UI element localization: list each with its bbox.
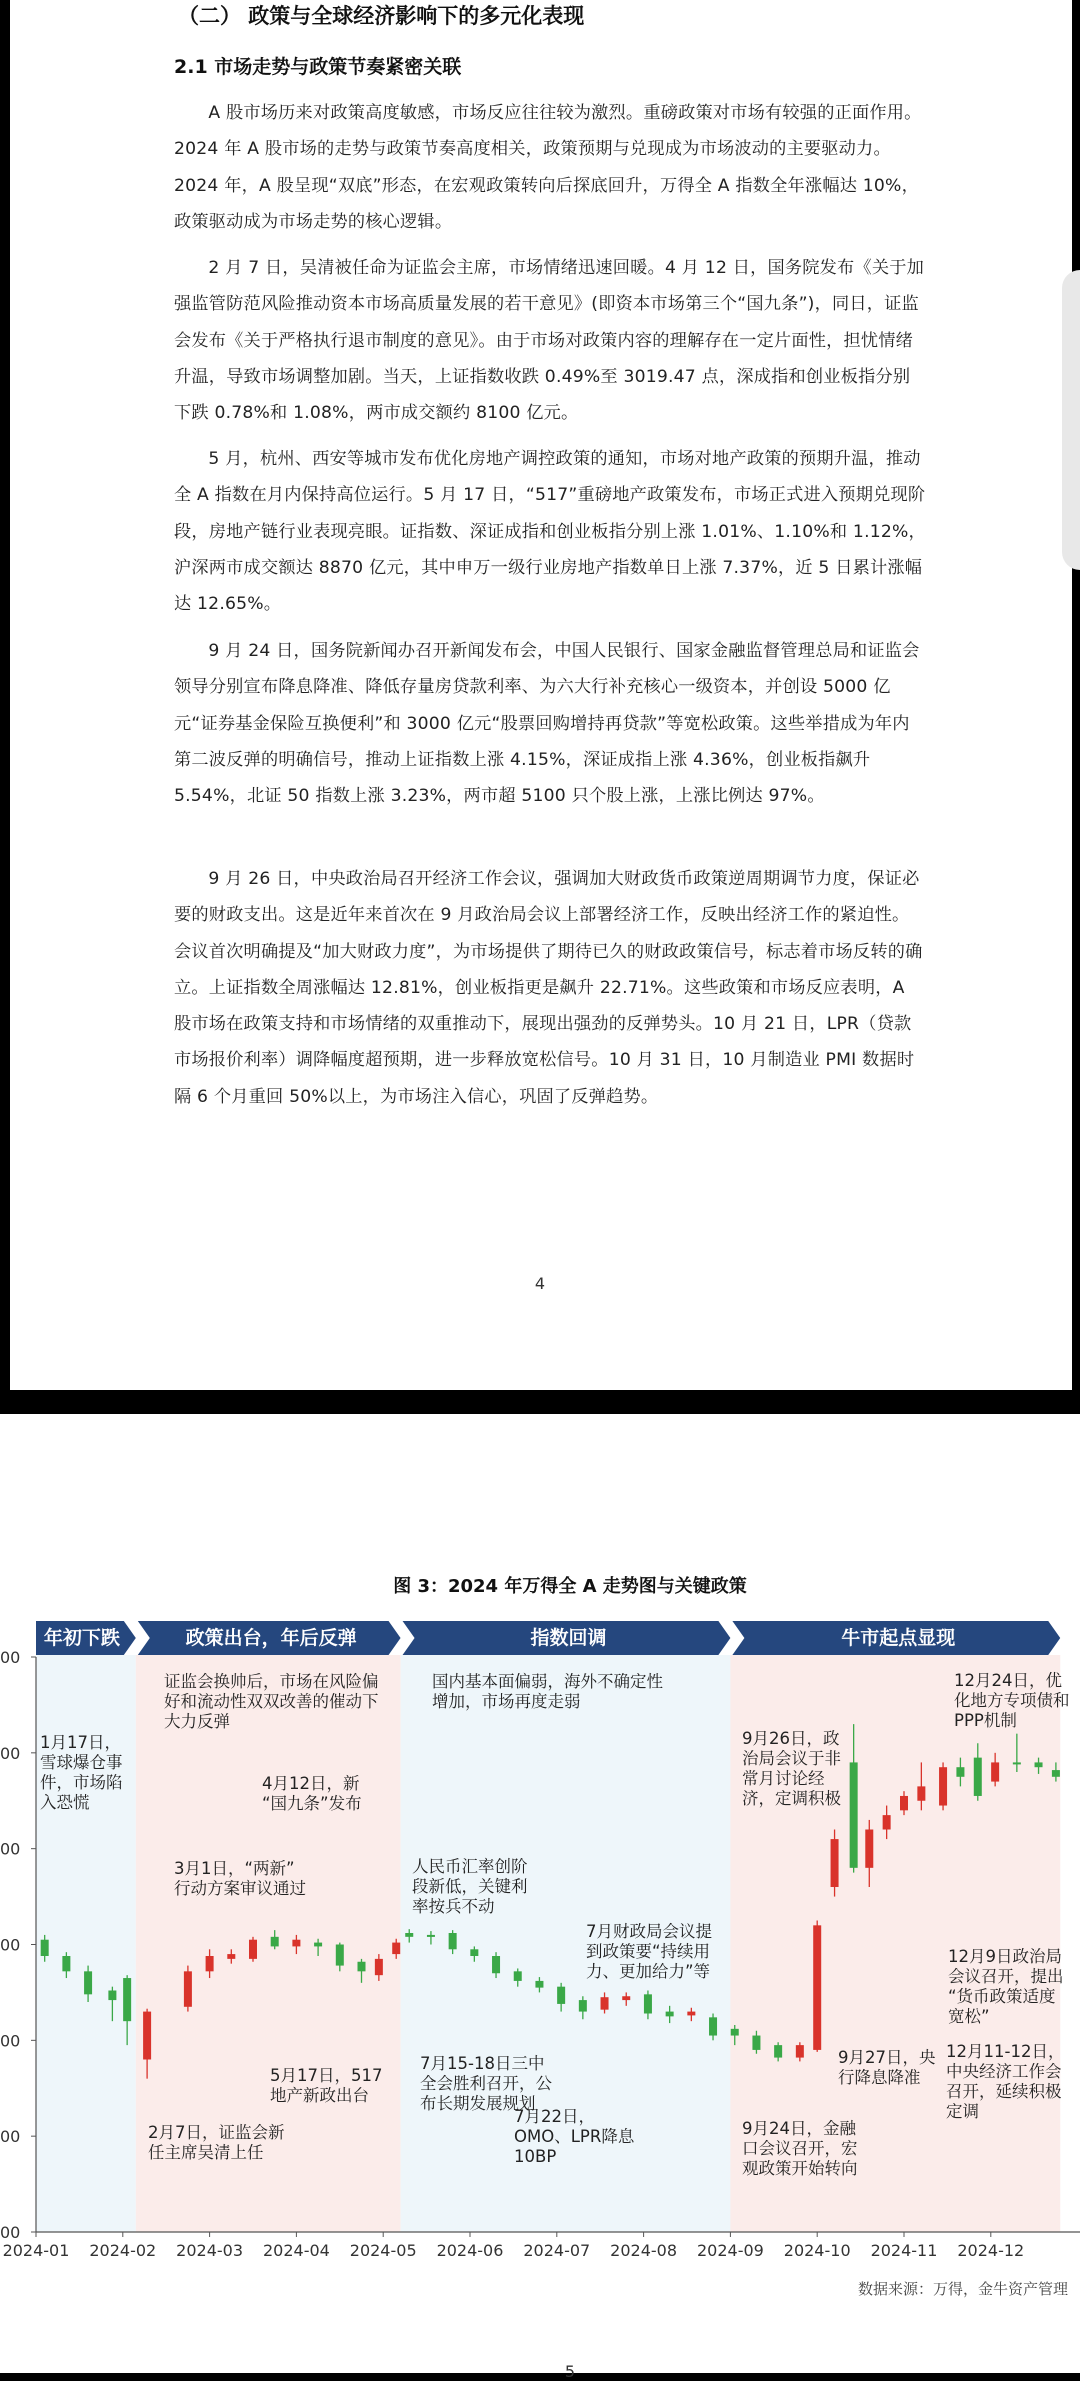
chart-annotation: 7月22日， OMO、LPR降息 10BP (514, 2107, 635, 2166)
candle-body (143, 2012, 151, 2060)
y-tick-label: 00 (0, 2127, 21, 2147)
x-tick-label: 2024-03 (176, 2241, 244, 2260)
candle-body (108, 1991, 116, 2001)
candle-body (470, 1949, 478, 1956)
y-tick-label: 00 (0, 1743, 21, 1763)
chart-annotation: 9月27日，央行降息降准 (838, 2048, 936, 2087)
candle-body (709, 2017, 717, 2035)
candle-body (336, 1945, 344, 1966)
candle-body (492, 1956, 500, 1973)
candle-body (1052, 1770, 1060, 1777)
paragraph-1: A 股市场历来对政策高度敏感，市场反应往往较为激烈。重磅政策对市场有较强的正面作用。2024 年 A 股市场的走势与政策节奏高度相关，政策预期与兑现成为市场波动的主要驱动力。2024 年，A 股呈现“双底”形态，在宏观政策转向后探底回升，万得全 A 指数全年涨幅达 10%，政策驱动成为市场走势的核心逻辑。 (174, 103, 922, 232)
candle-body (62, 1956, 70, 1971)
candle-body (850, 1762, 858, 1867)
x-tick-label: 2024-04 (262, 2241, 330, 2260)
candle-body (813, 1925, 821, 2050)
x-tick-label: 2024-02 (89, 2241, 157, 2260)
chart-annotation: 国内基本面偏弱，海外不确定性增加，市场再度走弱 (432, 1672, 663, 1711)
candle-body (1035, 1762, 1043, 1767)
subsection-title: 2.1 市场走势与政策节奏紧密关联 (174, 56, 462, 78)
candle-body (314, 1943, 322, 1947)
chart-annotation: 9月26日，政治局会议于非常月讨论经济，定调积极 (742, 1729, 841, 1808)
y-tick-label: 00 (0, 1839, 21, 1859)
chart-annotation: 人民币汇率创阶段新低，关键利率按兵不动 (412, 1857, 528, 1916)
candle-body (974, 1758, 982, 1796)
candle-body (358, 1962, 366, 1972)
candle-body (375, 1959, 383, 1975)
x-tick-label: 2024-06 (436, 2241, 504, 2260)
y-tick-label: 00 (0, 2223, 21, 2242)
candle-body (731, 2029, 739, 2036)
y-tick-label: 00 (0, 2031, 21, 2051)
candle-body (206, 1956, 214, 1971)
page-right-edge (1072, 0, 1080, 1390)
candle-body (796, 2045, 804, 2057)
chart-annotation: 5月17日，517 地产新政出台 (270, 2066, 383, 2105)
x-tick-label: 2024-07 (523, 2241, 591, 2260)
x-tick-label: 2024-10 (783, 2241, 851, 2260)
candle-body (883, 1815, 891, 1829)
chart-annotation: 1月17日，雪球爆仓事件，市场陷入恐慌 (40, 1733, 123, 1812)
chart-annotation: 12月24日，优化地方专项债和 PPP机制 (954, 1671, 1070, 1730)
chart-annotation: 2月7日，证监会新任主席吴清上任 (148, 2123, 285, 2162)
x-tick-label: 2024-08 (610, 2241, 678, 2260)
x-tick-label: 2024-01 (2, 2241, 70, 2260)
candle-body (427, 1935, 435, 1937)
page-number: 5 (564, 2362, 576, 2381)
section-title: （二） 政策与全球经济影响下的多元化表现 (178, 4, 585, 28)
scrollbar-thumb[interactable] (1062, 270, 1080, 570)
candle-body (774, 2045, 782, 2057)
x-tick-label: 2024-05 (349, 2241, 417, 2260)
candle-body (84, 1971, 92, 1994)
candle-body (956, 1767, 964, 1777)
candle-body (405, 1933, 413, 1937)
candle-body (991, 1762, 999, 1781)
phase-header-label: 年初下跌 (43, 1627, 120, 1649)
candle-body (449, 1933, 457, 1949)
chart-annotation: 3月1日，“两新”行动方案审议通过 (174, 1859, 306, 1898)
page-gap (0, 1390, 1080, 1414)
candle-body (831, 1839, 839, 1887)
candle-body (666, 2012, 674, 2017)
candle-body (227, 1954, 235, 1959)
candle-body (917, 1786, 925, 1800)
paragraph-4: 9 月 24 日，国务院新闻办召开新闻发布会，中国人民银行、国家金融监督管理总局和证监会领导分别宣布降息降准、降低存量房贷款利率、为六大行补充核心一级资本，并创设 5000 亿元“证券基金保险互换便利”和 3000 亿元“股票回购增持再贷款”等宽松政策。这些举措成为年内第二波反弹的明确信号，推动上证指数上涨 4.15%，深证成指上涨 4.36%，创业板指飙升 5.54%，北证 50 指数上涨 3.23%，两市超 5100 只个股上涨，上涨比例达 97%。 (174, 641, 920, 807)
figure-title: 图 3：2024 年万得全 A 走势图与关键政策 (393, 1576, 747, 1597)
candle-body (865, 1830, 873, 1868)
candle-body (557, 1987, 565, 2004)
paragraph-5: 9 月 26 日，中央政治局召开经济工作会议，强调加大财政货币政策逆周期调节力度，保证必要的财政支出。这是近年来首次在 9 月政治局会议上部署经济工作，反映出经济工作的紧迫性。会议首次明确提及“加大财政力度”，为市场提供了期待已久的财政政策信号，标志着市场反转的确立。上证指数全周涨幅达 12.81%，创业板指更是飙升 22.71%。这些政策和市场反应表明，A 股市场在政策支持和市场情绪的双重推动下，展现出强劲的反弹势头。10 月 21 日，LPR（贷款市场报价利率）调降幅度超预期，进一步释放宽松信号。10 月 31 日，10 月制造业 PMI 数据时隔 6 个月重回 50%以上，为市场注入信心，巩固了反弹趋势。 (174, 869, 923, 1107)
x-tick-label: 2024-11 (870, 2241, 938, 2260)
candle-body (1013, 1762, 1021, 1764)
candle-body (249, 1940, 257, 1959)
candle-body (752, 2036, 760, 2050)
report-page-5 (0, 1414, 1080, 2381)
chart-annotation: 12月11-12日，中央经济工作会召开，延续积极定调 (946, 2042, 1065, 2121)
wind-a-candlestick-chart (0, 1414, 1080, 2344)
page-left-edge (0, 0, 10, 1390)
phase-header-label: 指数回调 (530, 1627, 607, 1649)
candle-body (535, 1981, 543, 1988)
chart-annotation: 7月15-18日三中全会胜利召开，公布长期发展规划 (420, 2054, 552, 2113)
candle-body (184, 1971, 192, 2006)
paragraph-2: 2 月 7 日，吴清被任命为证监会主席，市场情绪迅速回暖。4 月 12 日，国务院发布《关于加强监管防范风险推动资本市场高质量发展的若干意见》(即资本市场第三个“国九条”)，同日，证监会发布《关于严格执行退市制度的意见》。由于市场对政策内容的理解存在一定片面性，担忧情绪升温，导致市场调整加剧。当天，上证指数收跌 0.49%至 3019.47 点，深成指和创业板指分别下跌 0.78%和 1.08%，两市成交额约 8100 亿元。 (174, 258, 925, 424)
candle-body (601, 1997, 609, 2009)
candle-body (514, 1971, 522, 1981)
chart-annotation: 7月财政局会议提到政策要“持续用力、更加给力”等 (586, 1922, 712, 1981)
x-tick-label: 2024-12 (957, 2241, 1025, 2260)
candle-body (687, 2012, 695, 2016)
candle-body (41, 1940, 49, 1956)
candle-body (271, 1937, 279, 1947)
candle-body (392, 1943, 400, 1955)
candle-body (123, 1978, 131, 2021)
chart-annotation: 4月12日，新“国九条”发布 (262, 1774, 362, 1813)
x-tick-label: 2024-09 (696, 2241, 764, 2260)
phase-header-label: 政策出台，年后反弹 (185, 1627, 357, 1649)
candle-body (292, 1940, 300, 1947)
page-number: 4 (534, 1274, 546, 1293)
phase-header-label: 牛市起点显现 (841, 1627, 956, 1649)
candle-body (939, 1767, 947, 1805)
chart-annotation: 12月9日政治局会议召开，提出“货币政策适度宽松” (948, 1947, 1064, 2026)
candle-body (644, 1994, 652, 2013)
paragraph-3: 5 月，杭州、西安等城市发布优化房地产调控政策的通知，市场对地产政策的预期升温，推动全 A 指数在月内保持高位运行。5 月 17 日，“517”重磅地产政策发布，市场正式进入预期兑现阶段，房地产链行业表现亮眼。证指数、深证成指和创业板指分别上涨 1.01%、1.10%和 1.12%，沪深两市成交额达 8870 亿元，其中申万一级行业房地产指数单日上涨 7.37%，近 5 日累计涨幅达 12.65%。 (174, 449, 926, 615)
y-tick-label: 00 (0, 1935, 21, 1955)
chart-annotation: 证监会换帅后，市场在风险偏好和流动性双双改善的催动下大力反弹 (164, 1672, 379, 1731)
y-tick-label: 00 (0, 1648, 21, 1667)
candle-body (579, 2000, 587, 2012)
candle-body (622, 1996, 630, 2000)
figure-source: 数据来源：万得，金牛资产管理 (858, 2280, 1069, 2298)
candle-body (900, 1796, 908, 1810)
chart-annotation: 9月24日，金融口会议召开，宏观政策开始转向 (742, 2119, 858, 2178)
